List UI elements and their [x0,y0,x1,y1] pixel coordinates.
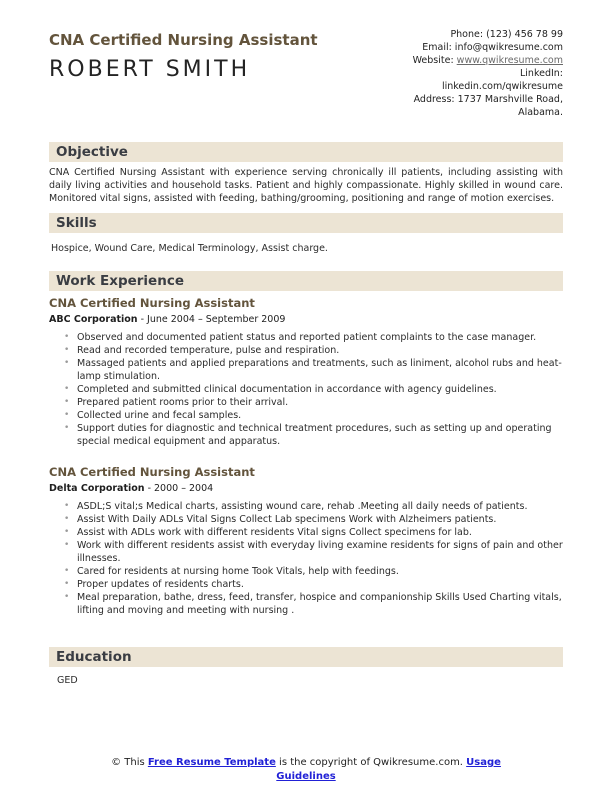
bullet-item: • Collected urine and fecal samples. [77,409,563,422]
contact-linkedin-label: LinkedIn: [519,68,563,79]
bullet-item: • Meal preparation, bathe, dress, feed, transfer, hospice and companionship Skills Used Charting vitals, lifting and moving and meeting with nursing . [77,591,563,617]
work-experience-heading-bar: Work Experience [49,271,563,291]
contact-address-line2: Alabama. [518,107,563,118]
skills-heading-bar: Skills [49,213,563,233]
bullet-item: • Massaged patients and applied preparations and treatments, such as liniment, alcohol rubs and heat-lamp stimulation. [77,357,563,383]
footer-prefix: © This [111,757,148,768]
bullet-item: • Prepared patient rooms prior to their arrival. [77,396,563,409]
skills-section [49,213,563,255]
footer-link-free-resume-template[interactable]: Free Resume Template [147,757,276,768]
education-heading-bar: Education [49,647,563,667]
contact-address-line1: Address: 1737 Marshville Road, [413,94,563,105]
job-entry [49,464,563,617]
skills-text: Hospice, Wound Care, Medical Terminology, Assist charge. [51,243,328,254]
job-meta [49,313,563,327]
job-bullets [49,500,563,617]
header-titles [49,26,378,85]
bullet-item: • Observed and documented patient status and reported patient complaints to the case manager. [77,331,563,344]
job-dates: - 2000 – 2004 [144,483,214,494]
objective-heading-bar: Objective [49,142,563,162]
bullet-item: • Read and recorded temperature, pulse and respiration. [77,344,563,357]
person-name: ROBERT SMITH [49,57,251,82]
role-title: CNA Certified Nursing Assistant [49,31,318,49]
job-company: ABC Corporation [49,314,138,325]
contact-website-line [378,54,563,67]
website-link[interactable]: www.qwikresume.com [456,55,563,66]
footer-copyright-text [81,756,531,784]
bullet-item: • Support duties for diagnostic and technical treatment procedures, such as setting up and operating special medical equipment and apparatus. [77,422,563,448]
bullet-item: • Completed and submitted clinical documentation in accordance with agency guidelines. [77,383,563,396]
footer-link-usage-guidelines[interactable]: Usage Guidelines [276,757,501,782]
bullet-item: • Assist With Daily ADLs Vital Signs Collect Lab specimens Work with Alzheimers patients. [77,513,563,526]
job-entry [49,295,563,448]
contact-phone: Phone: (123) 456 78 99 [450,29,563,40]
education-text: GED [57,675,78,686]
footer-middle: is the copyright of Qwikresume.com. [275,757,467,768]
bullet-item: • Proper updates of residents charts. [77,578,563,591]
job-title: CNA Certified Nursing Assistant [49,465,255,479]
bullet-item: • Cared for residents at nursing home Took Vitals, help with feedings. [77,565,563,578]
job-meta [49,482,563,496]
job-dates: - June 2004 – September 2009 [137,314,286,325]
job-title: CNA Certified Nursing Assistant [49,296,255,310]
header [49,26,563,119]
education-section [49,647,563,687]
objective-text: CNA Certified Nursing Assistant with experience serving chronically ill patients, including assisting with daily living activities and household tasks. Patient and highly compassionate. Highly skilled in wound care. Monitored vital signs, assisted with feeding, bathing/grooming, positioning and range of motion exercises. [49,167,563,204]
objective-section [49,142,563,205]
contact-email: Email: info@qwikresume.com [422,42,563,53]
footer [0,756,612,784]
contact-info [378,28,563,119]
bullet-item: • ASDL;S vital;s Medical charts, assisting wound care, rehab .Meeting all daily needs of patients. [77,500,563,513]
bullet-item: • Assist with ADLs work with different residents Vital signs Collect specimens for lab. [77,526,563,539]
work-experience-section [49,271,563,617]
job-company: Delta Corporation [49,483,145,494]
contact-website-label: Website: [412,55,457,66]
contact-linkedin-value: linkedin.com/qwikresume [441,81,563,92]
bullet-item: • Work with different residents assist with everyday living examine residents for signs of pain and other illnesses. [77,539,563,565]
job-bullets [49,331,563,448]
